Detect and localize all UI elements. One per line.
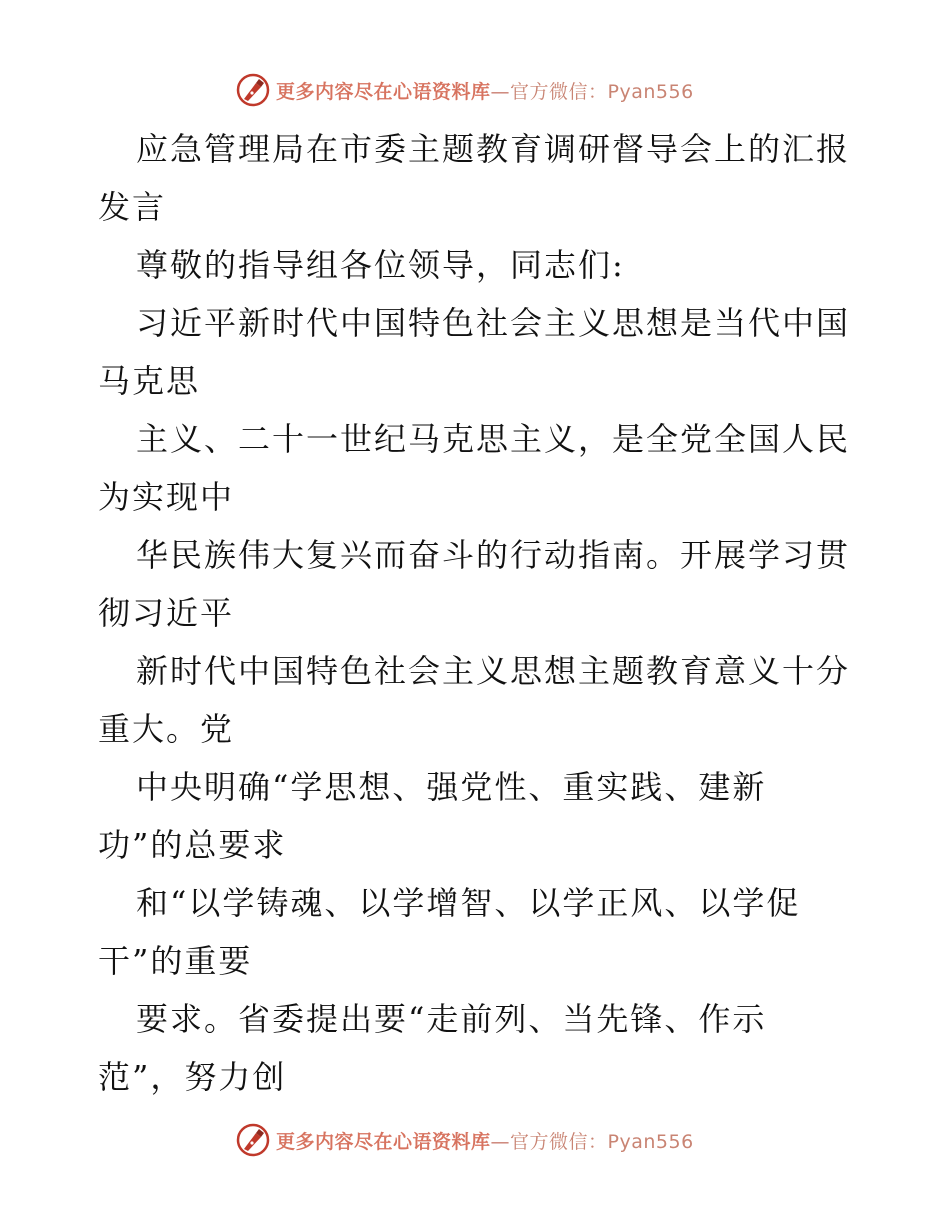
document-line: 彻习近平 <box>98 594 235 632</box>
document-line: 重大。党 <box>98 710 235 748</box>
document-line: 习近平新时代中国特色社会主义思想是当代中国 <box>136 304 851 342</box>
document-body <box>98 120 858 1106</box>
document-line: 为实现中 <box>98 478 235 516</box>
document-line: 和“以学铸魂、以学增智、以学正风、以学促 <box>136 884 801 922</box>
document-line: 中央明确“学思想、强党性、重实践、建新 <box>136 768 767 806</box>
document-line: 尊敬的指导组各位领导，同志们: <box>136 246 625 284</box>
document-line: 新时代中国特色社会主义思想主题教育意义十分 <box>136 652 851 690</box>
pen-nib-logo-icon <box>236 1123 270 1157</box>
banner-text: 更多内容尽在心语资料库—官方微信：Pyan556 <box>276 80 694 103</box>
document-line: 要求。省委提出要“走前列、当先锋、作示 <box>136 1000 767 1038</box>
pen-nib-logo-icon <box>236 73 270 107</box>
document-line: 马克思 <box>98 362 201 400</box>
document-line: 华民族伟大复兴而奋斗的行动指南。开展学习贯 <box>136 536 851 574</box>
document-line: 干”的重要 <box>98 942 253 980</box>
header-banner <box>236 70 694 110</box>
document-line: 应急管理局在市委主题教育调研督导会上的汇报 <box>136 130 851 168</box>
document-line: 发言 <box>98 188 167 226</box>
document-line: 功”的总要求 <box>98 826 287 864</box>
document-line: 主义、二十一世纪马克思主义，是全党全国人民 <box>136 420 851 458</box>
document-line: 范”，努力创 <box>98 1058 287 1096</box>
footer-banner <box>236 1120 694 1160</box>
banner-text: 更多内容尽在心语资料库—官方微信：Pyan556 <box>276 1130 694 1153</box>
